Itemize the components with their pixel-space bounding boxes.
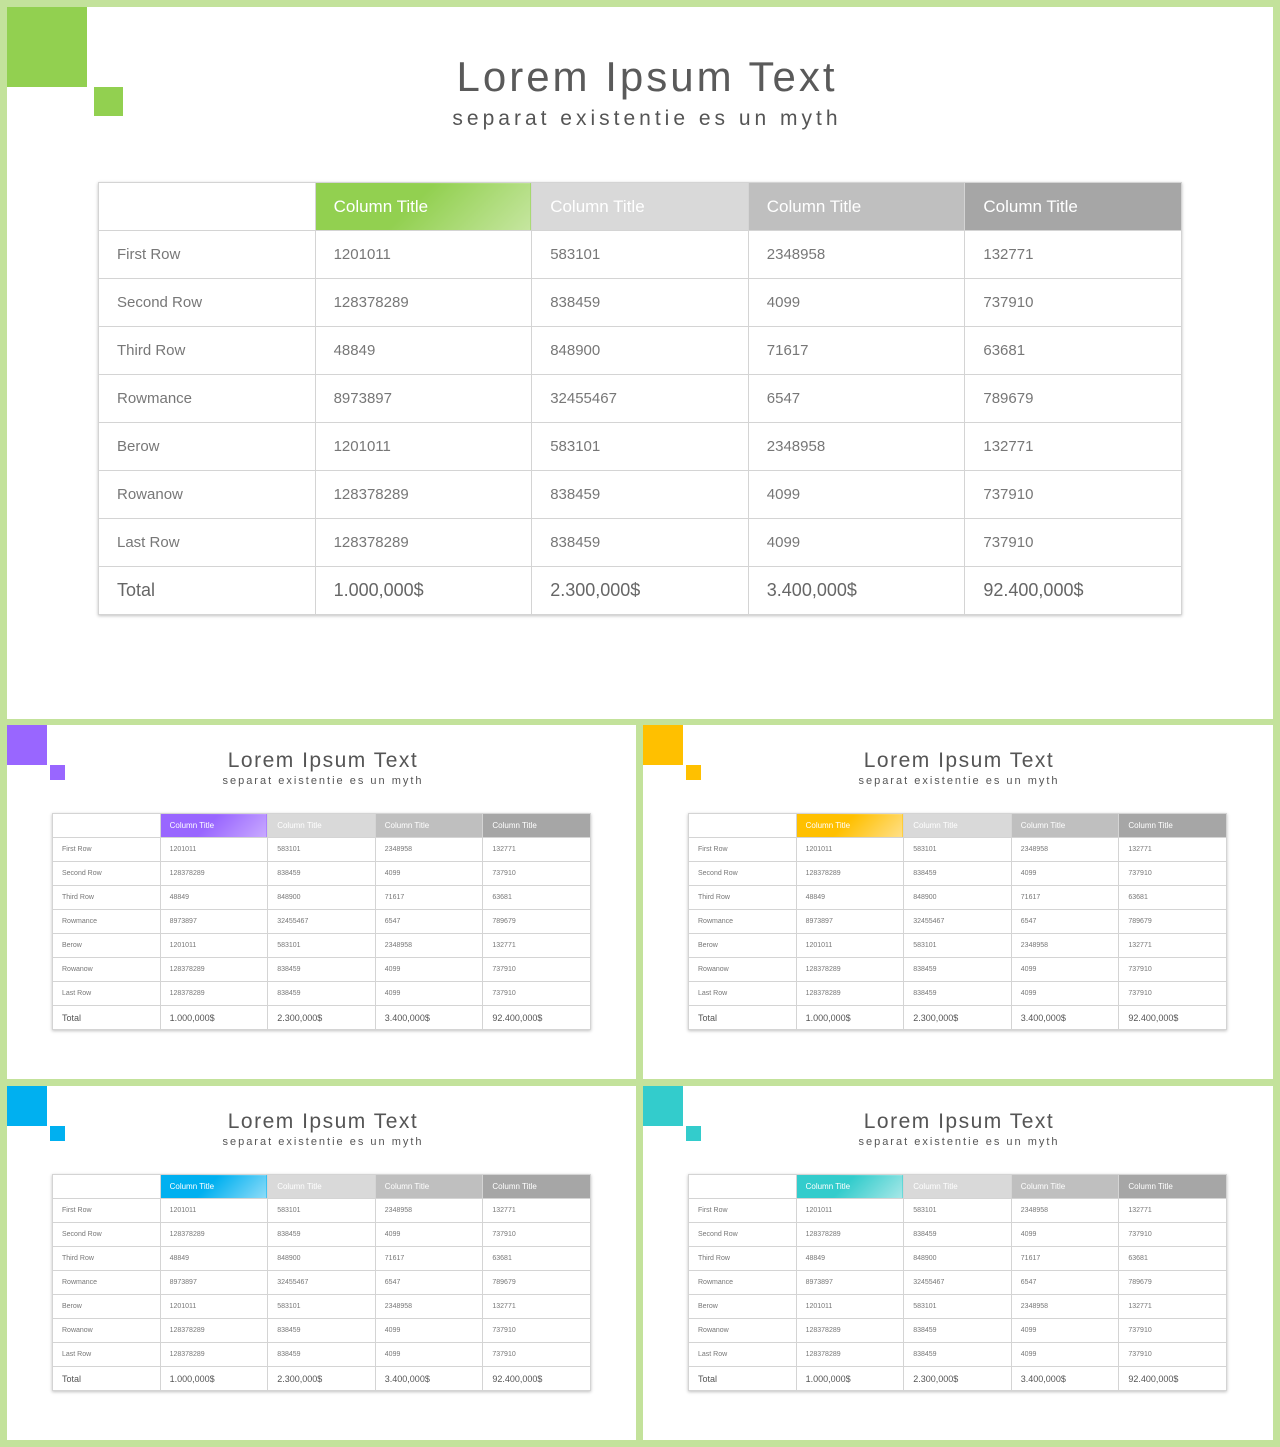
total-cell: 3.400,000$ <box>1011 1367 1119 1391</box>
table-cell: 48849 <box>160 1247 268 1271</box>
total-row <box>689 1006 1227 1030</box>
table-row <box>689 1343 1227 1367</box>
table-cell: 4099 <box>748 519 965 567</box>
table-cell: 132771 <box>483 934 591 958</box>
table-cell: 838459 <box>268 982 376 1006</box>
table-cell: 71617 <box>375 886 483 910</box>
column-header: Column Title <box>483 1175 591 1199</box>
table-cell: 132771 <box>483 838 591 862</box>
slide-teal <box>643 1086 1273 1440</box>
row-label: Rowanow <box>689 958 797 982</box>
total-row <box>99 567 1182 615</box>
table-row <box>53 862 591 886</box>
table-row <box>689 1295 1227 1319</box>
table-row <box>99 375 1182 423</box>
table-cell: 737910 <box>483 862 591 886</box>
table-cell: 48849 <box>796 886 904 910</box>
table-cell: 838459 <box>268 1223 376 1247</box>
total-cell: 1.000,000$ <box>160 1006 268 1030</box>
table-row <box>53 1199 591 1223</box>
table-cell: 789679 <box>1119 910 1227 934</box>
row-label: Berow <box>53 1295 161 1319</box>
table-row <box>99 231 1182 279</box>
total-row <box>689 1367 1227 1391</box>
table-cell: 2348958 <box>375 1295 483 1319</box>
table-cell: 838459 <box>532 471 749 519</box>
table-cell: 737910 <box>965 519 1182 567</box>
table-row <box>689 1199 1227 1223</box>
total-cell: 3.400,000$ <box>375 1006 483 1030</box>
column-header: Column Title <box>160 814 268 838</box>
row-label: First Row <box>689 838 797 862</box>
table-cell: 1201011 <box>160 1295 268 1319</box>
table-cell: 132771 <box>1119 838 1227 862</box>
table-row <box>53 1271 591 1295</box>
table-cell: 4099 <box>375 862 483 886</box>
total-label: Total <box>689 1367 797 1391</box>
table-cell: 128378289 <box>160 1319 268 1343</box>
table-cell: 737910 <box>483 958 591 982</box>
data-table <box>688 813 1227 1030</box>
table-row <box>53 1247 591 1271</box>
table-cell: 838459 <box>532 519 749 567</box>
row-label: Second Row <box>689 862 797 886</box>
table-row <box>689 886 1227 910</box>
total-cell: 92.400,000$ <box>1119 1006 1227 1030</box>
table-cell: 4099 <box>1011 1343 1119 1367</box>
table-cell: 2348958 <box>1011 838 1119 862</box>
table-cell: 4099 <box>1011 862 1119 886</box>
total-cell: 92.400,000$ <box>483 1367 591 1391</box>
table-row <box>99 327 1182 375</box>
table-cell: 2348958 <box>748 231 965 279</box>
table-cell: 32455467 <box>268 1271 376 1295</box>
table-cell: 2348958 <box>748 423 965 471</box>
table-cell: 4099 <box>375 1343 483 1367</box>
table-cell: 32455467 <box>904 910 1012 934</box>
row-label: Rowmance <box>53 1271 161 1295</box>
table-cell: 63681 <box>483 886 591 910</box>
total-cell: 92.400,000$ <box>1119 1367 1227 1391</box>
row-label: Rowanow <box>99 471 316 519</box>
table-cell: 583101 <box>268 934 376 958</box>
row-label: First Row <box>53 838 161 862</box>
table-cell: 848900 <box>268 1247 376 1271</box>
row-label: Berow <box>689 1295 797 1319</box>
table-cell: 1201011 <box>796 934 904 958</box>
total-cell: 2.300,000$ <box>268 1367 376 1391</box>
header-corner-cell <box>99 183 316 231</box>
table-row <box>689 862 1227 886</box>
table-cell: 6547 <box>748 375 965 423</box>
column-header: Column Title <box>796 1175 904 1199</box>
slide-title: Lorem Ipsum Text <box>227 749 419 772</box>
table-row <box>99 519 1182 567</box>
header-corner-cell <box>689 1175 797 1199</box>
table-cell: 63681 <box>1119 886 1227 910</box>
slide-title: Lorem Ipsum Text <box>863 749 1055 772</box>
table-row <box>689 910 1227 934</box>
table-row <box>689 958 1227 982</box>
table-cell: 838459 <box>904 1343 1012 1367</box>
column-header: Column Title <box>268 814 376 838</box>
total-cell: 2.300,000$ <box>268 1006 376 1030</box>
column-header: Column Title <box>375 1175 483 1199</box>
table-cell: 71617 <box>1011 886 1119 910</box>
table-cell: 128378289 <box>796 982 904 1006</box>
row-label: Rowanow <box>689 1319 797 1343</box>
table-cell: 737910 <box>1119 958 1227 982</box>
table-cell: 2348958 <box>375 934 483 958</box>
total-cell: 1.000,000$ <box>160 1367 268 1391</box>
table-row <box>53 982 591 1006</box>
table-cell: 737910 <box>1119 1319 1227 1343</box>
slide-subtitle: separat existentie es un myth <box>452 107 842 130</box>
table-cell: 128378289 <box>796 1223 904 1247</box>
table-cell: 583101 <box>532 423 749 471</box>
total-label: Total <box>99 567 316 615</box>
table-cell: 128378289 <box>160 982 268 1006</box>
table-row <box>53 1319 591 1343</box>
slide-subtitle: separat existentie es un myth <box>222 1136 424 1148</box>
table-cell: 838459 <box>904 1319 1012 1343</box>
row-label: Last Row <box>99 519 316 567</box>
table-cell: 132771 <box>483 1199 591 1223</box>
row-label: Third Row <box>99 327 316 375</box>
column-header: Column Title <box>904 814 1012 838</box>
column-header: Column Title <box>160 1175 268 1199</box>
table-cell: 737910 <box>483 982 591 1006</box>
table-cell: 1201011 <box>315 423 532 471</box>
table-cell: 8973897 <box>160 910 268 934</box>
table-cell: 132771 <box>1119 1295 1227 1319</box>
row-label: Last Row <box>689 1343 797 1367</box>
table-cell: 6547 <box>375 910 483 934</box>
total-label: Total <box>689 1006 797 1030</box>
table-cell: 128378289 <box>160 862 268 886</box>
table-cell: 838459 <box>532 279 749 327</box>
table-cell: 1201011 <box>796 838 904 862</box>
column-header: Column Title <box>483 814 591 838</box>
table-cell: 583101 <box>904 1199 1012 1223</box>
table-cell: 4099 <box>748 471 965 519</box>
table-row <box>53 1295 591 1319</box>
table-row <box>689 934 1227 958</box>
header-corner-cell <box>53 1175 161 1199</box>
table-cell: 1201011 <box>796 1295 904 1319</box>
table-row <box>99 423 1182 471</box>
total-cell: 1.000,000$ <box>796 1367 904 1391</box>
row-label: Berow <box>53 934 161 958</box>
table-cell: 32455467 <box>904 1271 1012 1295</box>
slide-title: Lorem Ipsum Text <box>863 1110 1055 1133</box>
table-cell: 2348958 <box>375 1199 483 1223</box>
row-label: Rowmance <box>689 1271 797 1295</box>
table-cell: 1201011 <box>315 231 532 279</box>
row-label: Second Row <box>689 1223 797 1247</box>
table-cell: 132771 <box>965 423 1182 471</box>
column-header: Column Title <box>532 183 749 231</box>
table-cell: 583101 <box>268 1199 376 1223</box>
table-cell: 63681 <box>1119 1247 1227 1271</box>
table-row <box>99 279 1182 327</box>
total-cell: 3.400,000$ <box>375 1367 483 1391</box>
column-header: Column Title <box>965 183 1182 231</box>
table-cell: 838459 <box>268 1319 376 1343</box>
table-cell: 4099 <box>748 279 965 327</box>
total-row <box>53 1367 591 1391</box>
row-label: Third Row <box>53 886 161 910</box>
table-cell: 737910 <box>1119 862 1227 886</box>
total-cell: 2.300,000$ <box>904 1367 1012 1391</box>
table-cell: 1201011 <box>160 838 268 862</box>
table-cell: 737910 <box>1119 1343 1227 1367</box>
table-cell: 1201011 <box>796 1199 904 1223</box>
table-cell: 789679 <box>965 375 1182 423</box>
table-row <box>99 471 1182 519</box>
table-row <box>53 886 591 910</box>
data-table <box>52 1174 591 1391</box>
total-cell: 92.400,000$ <box>483 1006 591 1030</box>
table-cell: 4099 <box>1011 982 1119 1006</box>
table-cell: 838459 <box>268 1343 376 1367</box>
table-cell: 128378289 <box>315 279 532 327</box>
table-row <box>53 1223 591 1247</box>
table-cell: 128378289 <box>796 958 904 982</box>
table-cell: 737910 <box>483 1223 591 1247</box>
table-cell: 128378289 <box>160 1343 268 1367</box>
row-label: First Row <box>99 231 316 279</box>
total-row <box>53 1006 591 1030</box>
row-label: Berow <box>689 934 797 958</box>
row-label: Rowmance <box>53 910 161 934</box>
table-cell: 737910 <box>1119 982 1227 1006</box>
column-header: Column Title <box>375 814 483 838</box>
table-cell: 71617 <box>1011 1247 1119 1271</box>
column-header: Column Title <box>1119 814 1227 838</box>
row-label: Third Row <box>689 886 797 910</box>
table-cell: 48849 <box>796 1247 904 1271</box>
row-label: First Row <box>689 1199 797 1223</box>
table-cell: 132771 <box>1119 1199 1227 1223</box>
table-cell: 838459 <box>904 958 1012 982</box>
column-header: Column Title <box>796 814 904 838</box>
table-cell: 583101 <box>268 838 376 862</box>
row-label: Second Row <box>99 279 316 327</box>
table-cell: 789679 <box>1119 1271 1227 1295</box>
table-cell: 4099 <box>1011 1223 1119 1247</box>
column-header: Column Title <box>1011 1175 1119 1199</box>
table-cell: 6547 <box>1011 1271 1119 1295</box>
table-cell: 8973897 <box>796 1271 904 1295</box>
row-label: Berow <box>99 423 316 471</box>
row-label: Rowmance <box>99 375 316 423</box>
slide-subtitle: separat existentie es un myth <box>222 775 424 787</box>
table-row <box>689 1319 1227 1343</box>
table-cell: 4099 <box>1011 1319 1119 1343</box>
total-cell: 3.400,000$ <box>748 567 965 615</box>
table-header-row <box>53 814 591 838</box>
table-cell: 737910 <box>965 279 1182 327</box>
table-cell: 583101 <box>268 1295 376 1319</box>
table-cell: 2348958 <box>1011 934 1119 958</box>
table-cell: 128378289 <box>796 1343 904 1367</box>
table-cell: 132771 <box>483 1295 591 1319</box>
table-cell: 32455467 <box>268 910 376 934</box>
table-cell: 8973897 <box>315 375 532 423</box>
column-header: Column Title <box>904 1175 1012 1199</box>
table-row <box>53 910 591 934</box>
header-corner-cell <box>689 814 797 838</box>
slide-title: Lorem Ipsum Text <box>456 53 838 100</box>
table-row <box>53 838 591 862</box>
table-cell: 128378289 <box>315 471 532 519</box>
data-table <box>98 182 1182 615</box>
table-cell: 848900 <box>532 327 749 375</box>
table-cell: 6547 <box>1011 910 1119 934</box>
total-cell: 1.000,000$ <box>315 567 532 615</box>
table-cell: 63681 <box>483 1247 591 1271</box>
table-cell: 128378289 <box>796 862 904 886</box>
slide-subtitle: separat existentie es un myth <box>858 775 1060 787</box>
table-cell: 583101 <box>904 934 1012 958</box>
table-cell: 583101 <box>904 838 1012 862</box>
row-label: Second Row <box>53 1223 161 1247</box>
total-label: Total <box>53 1006 161 1030</box>
table-cell: 48849 <box>160 886 268 910</box>
table-cell: 848900 <box>904 886 1012 910</box>
table-cell: 789679 <box>483 1271 591 1295</box>
slide-subtitle: separat existentie es un myth <box>858 1136 1060 1148</box>
table-cell: 583101 <box>904 1295 1012 1319</box>
column-header: Column Title <box>1119 1175 1227 1199</box>
slide-yellow <box>643 725 1273 1079</box>
table-cell: 63681 <box>965 327 1182 375</box>
column-header: Column Title <box>268 1175 376 1199</box>
table-cell: 128378289 <box>796 1319 904 1343</box>
total-cell: 92.400,000$ <box>965 567 1182 615</box>
table-cell: 6547 <box>375 1271 483 1295</box>
row-label: First Row <box>53 1199 161 1223</box>
data-table <box>52 813 591 1030</box>
table-row <box>689 1223 1227 1247</box>
table-cell: 4099 <box>1011 958 1119 982</box>
column-header: Column Title <box>748 183 965 231</box>
row-label: Last Row <box>53 982 161 1006</box>
row-label: Last Row <box>689 982 797 1006</box>
table-cell: 71617 <box>748 327 965 375</box>
column-header: Column Title <box>1011 814 1119 838</box>
table-header-row <box>99 183 1182 231</box>
row-label: Rowmance <box>689 910 797 934</box>
total-cell: 2.300,000$ <box>904 1006 1012 1030</box>
table-cell: 32455467 <box>532 375 749 423</box>
table-cell: 132771 <box>1119 934 1227 958</box>
table-row <box>689 838 1227 862</box>
table-cell: 2348958 <box>1011 1295 1119 1319</box>
slide-main <box>7 7 1273 719</box>
table-cell: 583101 <box>532 231 749 279</box>
table-cell: 838459 <box>904 982 1012 1006</box>
row-label: Last Row <box>53 1343 161 1367</box>
table-cell: 848900 <box>268 886 376 910</box>
table-header-row <box>53 1175 591 1199</box>
table-row <box>53 1343 591 1367</box>
table-row <box>689 982 1227 1006</box>
table-cell: 128378289 <box>315 519 532 567</box>
table-row <box>689 1247 1227 1271</box>
row-label: Third Row <box>53 1247 161 1271</box>
table-cell: 838459 <box>268 862 376 886</box>
table-cell: 48849 <box>315 327 532 375</box>
table-cell: 1201011 <box>160 1199 268 1223</box>
table-row <box>689 1271 1227 1295</box>
table-cell: 4099 <box>375 1223 483 1247</box>
slide-purple <box>7 725 636 1079</box>
table-cell: 838459 <box>904 1223 1012 1247</box>
table-header-row <box>689 814 1227 838</box>
table-cell: 848900 <box>904 1247 1012 1271</box>
table-cell: 132771 <box>965 231 1182 279</box>
table-cell: 71617 <box>375 1247 483 1271</box>
table-cell: 4099 <box>375 982 483 1006</box>
total-label: Total <box>53 1367 161 1391</box>
total-cell: 3.400,000$ <box>1011 1006 1119 1030</box>
table-row <box>53 958 591 982</box>
table-header-row <box>689 1175 1227 1199</box>
table-cell: 838459 <box>268 958 376 982</box>
data-table <box>688 1174 1227 1391</box>
total-cell: 1.000,000$ <box>796 1006 904 1030</box>
table-cell: 2348958 <box>375 838 483 862</box>
header-corner-cell <box>53 814 161 838</box>
slide-title: Lorem Ipsum Text <box>227 1110 419 1133</box>
table-cell: 737910 <box>483 1343 591 1367</box>
row-label: Third Row <box>689 1247 797 1271</box>
table-cell: 128378289 <box>160 1223 268 1247</box>
table-row <box>53 934 591 958</box>
column-header: Column Title <box>315 183 532 231</box>
table-cell: 8973897 <box>160 1271 268 1295</box>
row-label: Rowanow <box>53 958 161 982</box>
table-cell: 8973897 <box>796 910 904 934</box>
table-cell: 789679 <box>483 910 591 934</box>
table-cell: 1201011 <box>160 934 268 958</box>
table-cell: 4099 <box>375 958 483 982</box>
table-cell: 737910 <box>1119 1223 1227 1247</box>
row-label: Rowanow <box>53 1319 161 1343</box>
slide-blue <box>7 1086 636 1440</box>
table-cell: 737910 <box>965 471 1182 519</box>
row-label: Second Row <box>53 862 161 886</box>
table-cell: 4099 <box>375 1319 483 1343</box>
table-cell: 128378289 <box>160 958 268 982</box>
table-cell: 2348958 <box>1011 1199 1119 1223</box>
table-cell: 838459 <box>904 862 1012 886</box>
total-cell: 2.300,000$ <box>532 567 749 615</box>
table-cell: 737910 <box>483 1319 591 1343</box>
